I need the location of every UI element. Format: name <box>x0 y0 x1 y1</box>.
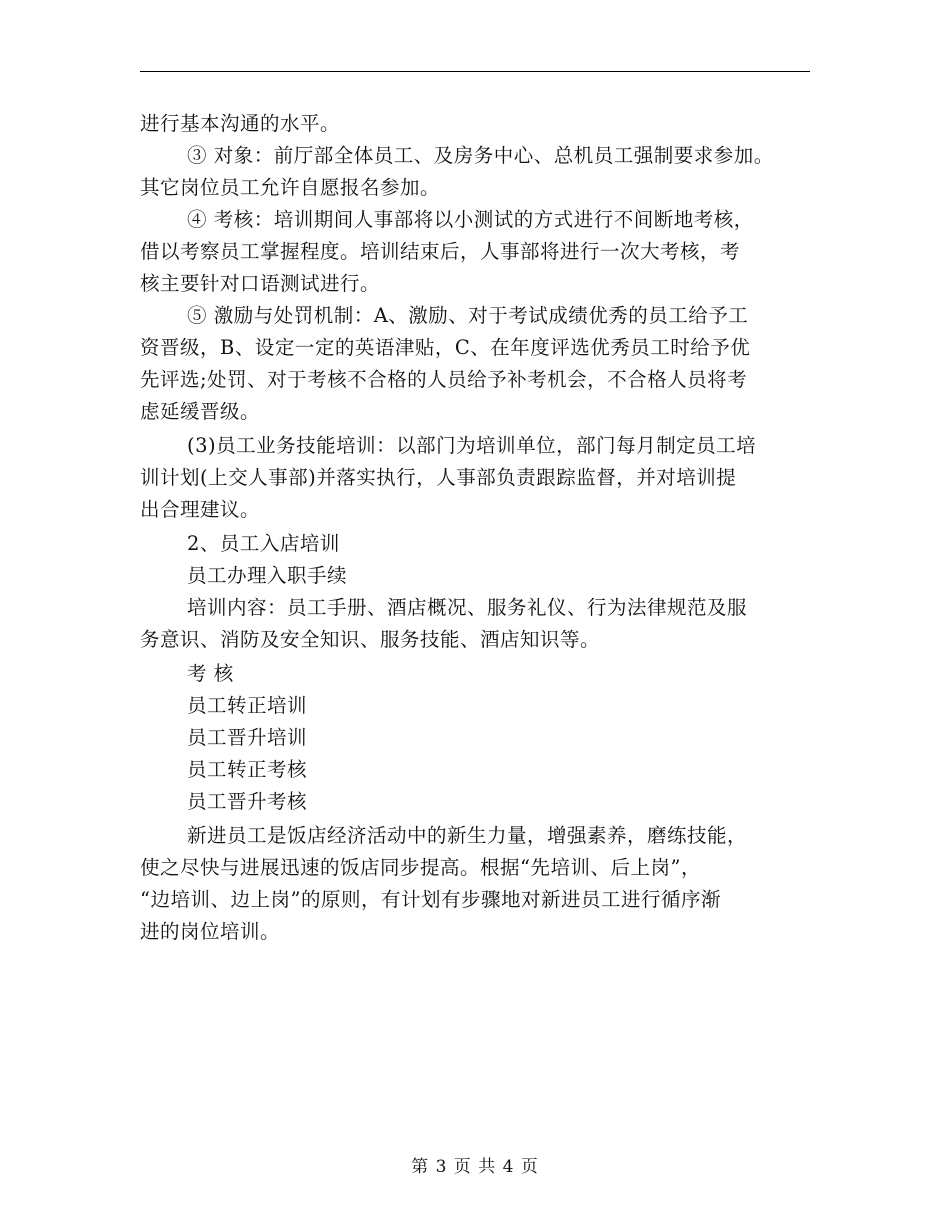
body-line: 员工晋升培训 <box>187 726 308 749</box>
body-line: 进行基本沟通的水平。 <box>140 112 341 135</box>
body-line: 考 核 <box>187 662 234 685</box>
body-line: 使之尽快与进展迅速的饭店同步提高。根据“先培训、后上岗”， <box>140 856 701 879</box>
body-line: 进的岗位培训。 <box>140 920 281 943</box>
body-line: 其它岗位员工允许自愿报名参加。 <box>140 176 441 199</box>
page-number: 第 3 页 共 4 页 <box>411 1157 539 1177</box>
body-line: 先评选;处罚、对于考核不合格的人员给予补考机会，不合格人员将考 <box>140 368 748 391</box>
body-line: 务意识、消防及安全知识、服务技能、酒店知识等。 <box>140 628 601 651</box>
body-line: 核主要针对口语测试进行。 <box>140 272 381 295</box>
section-heading: 2、员工入店培训 <box>187 532 340 555</box>
body-line: “边培训、边上岗”的原则，有计划有步骤地对新进员工进行循序渐 <box>140 888 721 911</box>
body-line: 新进员工是饭店经济活动中的新生力量，增强素养，磨练技能， <box>187 824 748 847</box>
body-line: 虑延缓晋级。 <box>140 400 261 423</box>
body-line: 培训内容：员工手册、酒店概况、服务礼仪、行为法律规范及服 <box>187 596 748 619</box>
body-line: ③ 对象：前厅部全体员工、及房务中心、总机员工强制要求参加。 <box>187 144 774 167</box>
body-line: 员工晋升考核 <box>187 790 308 813</box>
body-line: 资晋级，B、设定一定的英语津贴，C、在年度评选优秀员工时给予优 <box>140 336 751 359</box>
body-line: 训计划(上交人事部)并落实执行，人事部负责跟踪监督，并对培训提 <box>140 466 737 489</box>
body-line: 员工办理入职手续 <box>187 564 348 587</box>
body-line: 借以考察员工掌握程度。培训结束后，人事部将进行一次大考核，考 <box>140 240 741 263</box>
body-line: ⑤ 激励与处罚机制：A、激励、对于考试成绩优秀的员工给予工 <box>187 304 749 327</box>
header-rule <box>140 71 810 72</box>
body-line: 员工转正培训 <box>187 694 308 717</box>
body-line: 员工转正考核 <box>187 758 308 781</box>
body-line: (3)员工业务技能培训：以部门为培训单位，部门每月制定员工培 <box>187 434 757 457</box>
body-line: 出合理建议。 <box>140 498 261 521</box>
body-line: ④ 考核：培训期间人事部将以小测试的方式进行不间断地考核， <box>187 208 754 231</box>
